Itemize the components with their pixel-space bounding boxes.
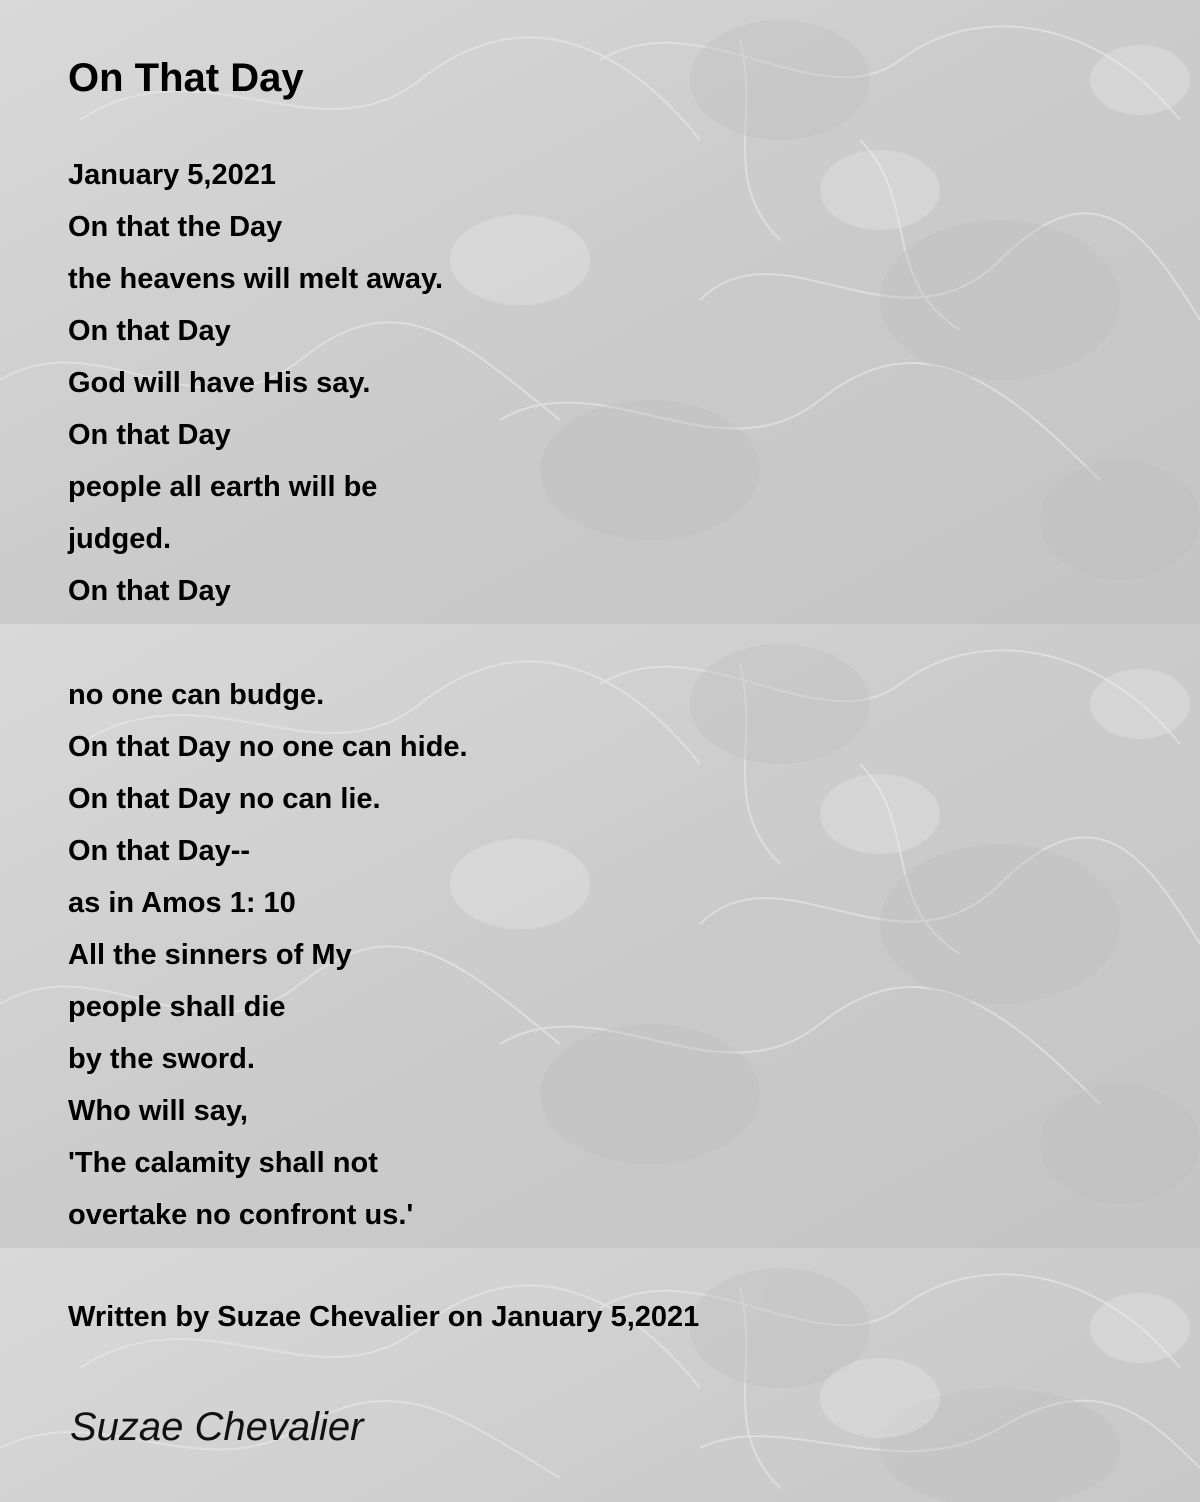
- poem-line: All the sinners of My: [68, 939, 352, 971]
- poem-line: God will have His say.: [68, 367, 371, 399]
- poem-line: January 5,2021: [68, 159, 276, 191]
- poem-byline: Written by Suzae Chevalier on January 5,2021: [68, 1301, 700, 1333]
- poem-line: judged.: [68, 523, 172, 555]
- poem-line: 'The calamity shall not: [68, 1147, 378, 1179]
- poem-line: no one can budge.: [68, 679, 325, 711]
- poem-line: by the sword.: [68, 1043, 255, 1075]
- poem-line: On that the Day: [68, 211, 283, 243]
- poem-line: On that Day--: [68, 835, 251, 867]
- author-signature: Suzae Chevalier: [70, 1405, 364, 1449]
- poem-line: On that Day no one can hide.: [68, 731, 468, 763]
- poem-line: the heavens will melt away.: [68, 263, 444, 295]
- poem-line: On that Day: [68, 575, 231, 607]
- poem-line: people all earth will be: [68, 471, 378, 503]
- background-texture-bottom: [0, 1248, 1200, 1502]
- poem-stanza-1: [68, 149, 443, 617]
- poem-title: On That Day: [68, 56, 304, 100]
- poem-line: overtake no confront us.': [68, 1199, 414, 1231]
- poem-stanza-2: [68, 669, 468, 1241]
- floral-texture-image: [0, 1248, 1200, 1502]
- poem-line: Who will say,: [68, 1095, 248, 1127]
- poem-line: On that Day: [68, 419, 231, 451]
- poem-line: On that Day: [68, 315, 231, 347]
- poem-line: people shall die: [68, 991, 286, 1023]
- poem-line: as in Amos 1: 10: [68, 887, 296, 919]
- poem-line: On that Day no can lie.: [68, 783, 381, 815]
